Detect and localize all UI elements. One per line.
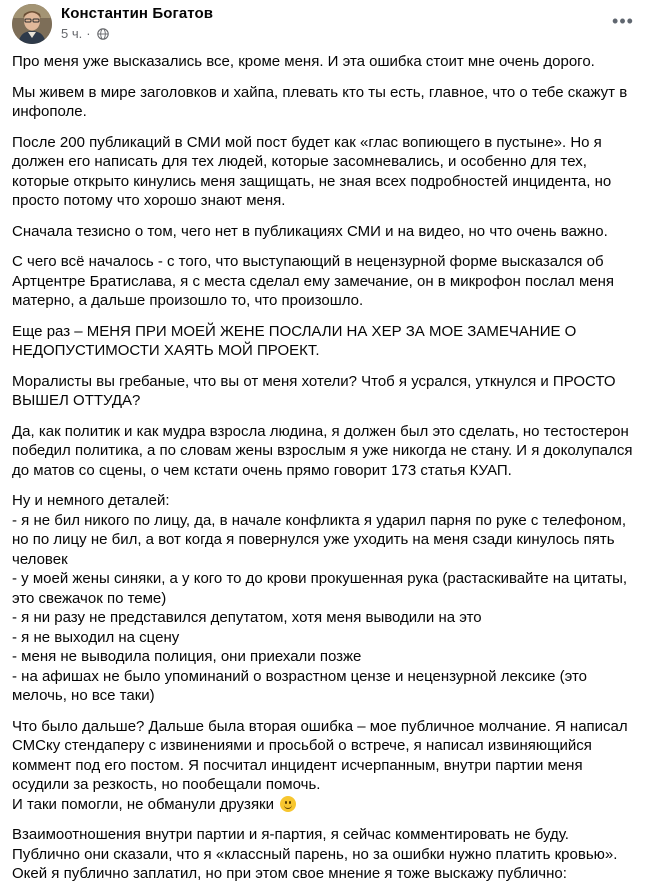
detail-item: - меня не выводила полиция, они приехали позже xyxy=(12,648,362,665)
post-paragraph: Про меня уже высказались все, кроме меня. И эта ошибка стоит мне очень дорого. xyxy=(12,53,595,70)
details-intro: Ну и немного деталей: xyxy=(12,492,170,509)
post-time[interactable]: 5 ч. xyxy=(61,26,83,41)
detail-item: - у моей жены синяки, а у кого то до крови прокушенная рука (растаскивайте на цитаты, это свежачок по теме) xyxy=(12,570,628,607)
post-paragraph: Мы живем в мире заголовков и хайпа, плевать кто ты есть, главное, что о тебе скажут в инфополе. xyxy=(12,83,628,120)
details-list xyxy=(12,491,638,706)
post-paragraph xyxy=(12,717,638,815)
detail-item: - на афишах не было упоминаний о возрастном цензе и нецензурной лексике (это мелочь, но все таки) xyxy=(12,667,588,704)
post-meta xyxy=(61,26,109,41)
post-header xyxy=(0,0,650,50)
post-paragraph: Моралисты вы гребаные, что вы от меня хотели? Чтоб я усрался, уткнулся и ПРОСТО ВЫШЕЛ ОТТУДА? xyxy=(12,372,616,409)
post-paragraph: С чего всё началось - с того, что выступающий в нецензурной форме высказался об Артцентре Братислава, я с места сделал ему замечание, он в микрофон послал меня матерно, а дальше произошло то, что произошло. xyxy=(12,253,615,309)
post-paragraph: Взаимоотношения внутри партии и я-партия, я сейчас комментировать не буду. Публично они сказали, что я «классный парень, но за ошибки нужно платить кровью». Окей я публично заплатил, но при этом свое мнение я тоже выскажу публично: xyxy=(12,826,618,882)
post-paragraph: После 200 публикаций в СМИ мой пост будет как «глас вопиющего в пустыне». Но я должен его написать для тех людей, которые засомневались, и особенно для тех, которые открыто кинулись меня защищать, не зная всех подробностей инцидента, но просто потому что хорошо знают меня. xyxy=(12,133,612,209)
detail-item: - я не бил никого по лицу, да, в начале конфликта я ударил парня по руке с телефоном, но по лицу не бил, а вот когда я повернулся уже уходить на меня сзади кинулось пять человек xyxy=(12,511,626,568)
avatar-image xyxy=(12,4,52,44)
more-options-icon[interactable]: ••• xyxy=(612,10,634,31)
author-name[interactable]: Константин Богатов xyxy=(61,5,214,22)
meta-separator: · xyxy=(86,26,91,41)
after-paragraph-1: Что было дальше? Дальше была вторая ошибка – мое публичное молчание. Я написал СМСку стендаперу с извинениями и просьбой о встрече, я написал извиняющийся коммент под его постом. Я посчитал инцидент исчерпанным, внутри партии меня осудили за резкость, но пообещали помочь. xyxy=(12,717,628,793)
after-paragraph-2: И таки помогли, не обманули друзяки xyxy=(12,795,275,813)
smile-emoji-icon xyxy=(280,796,296,812)
globe-icon xyxy=(97,28,109,40)
detail-item: - я ни разу не представился депутатом, хотя меня выводили на это xyxy=(12,609,482,626)
avatar[interactable] xyxy=(12,4,52,44)
post-paragraph: Сначала тезисно о том, чего нет в публикациях СМИ и на видео, но что очень важно. xyxy=(12,222,608,240)
post-paragraph: Да, как политик и как мудра взросла людина, я должен был это сделать, но тестостерон победил политика, а по словам жены взрослым я уже никогда не стану. И я доколупался до матов со сцены, о чем кстати очень прямо говорит 173 статья КУАП. xyxy=(12,422,633,479)
post-paragraph: Еще раз – МЕНЯ ПРИ МОЕЙ ЖЕНЕ ПОСЛАЛИ НА ХЕР ЗА МОЕ ЗАМЕЧАНИЕ О НЕДОПУСТИМОСТИ ХАЯТЬ МОЙ ПРОЕКТ. xyxy=(12,322,577,359)
detail-item: - я не выходил на сцену xyxy=(12,628,180,646)
post-body xyxy=(12,52,638,895)
